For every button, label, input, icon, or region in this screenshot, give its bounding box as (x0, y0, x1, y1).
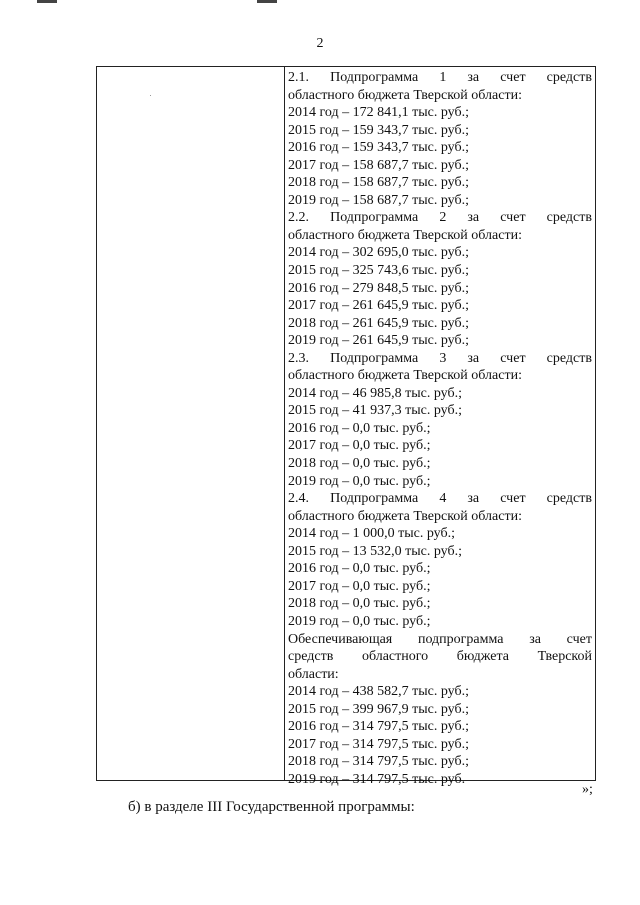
year-line: 2018 год – 0,0 тыс. руб.; (288, 596, 431, 612)
support-heading-line3: области: (288, 666, 339, 682)
year-line: 2018 год – 314 797,5 тыс. руб.; (288, 754, 469, 770)
year-line: 2014 год – 172 841,1 тыс. руб.; (288, 105, 469, 121)
year-line: 2017 год – 261 645,9 тыс. руб.; (288, 298, 469, 314)
year-line: 2016 год – 159 343,7 тыс. руб.; (288, 140, 469, 156)
year-line: 2018 год – 0,0 тыс. руб.; (288, 456, 431, 472)
top-edge-mark-left (37, 0, 57, 3)
table-left-cell (97, 67, 285, 780)
section-heading: 2.3. Подпрограмма 3 за счет средств (288, 350, 592, 366)
year-line: 2018 год – 261 645,9 тыс. руб.; (288, 315, 469, 331)
year-line: 2014 год – 46 985,8 тыс. руб.; (288, 385, 462, 401)
year-line: 2016 год – 0,0 тыс. руб.; (288, 420, 431, 436)
top-edge-mark-right (257, 0, 277, 3)
year-line: 2015 год – 399 967,9 тыс. руб.; (288, 701, 469, 717)
section-heading: 2.4. Подпрограмма 4 за счет средств (288, 491, 592, 507)
year-line: 2017 год – 314 797,5 тыс. руб.; (288, 736, 469, 752)
year-line: 2015 год – 13 532,0 тыс. руб.; (288, 543, 462, 559)
year-line: 2019 год – 261 645,9 тыс. руб.; (288, 333, 469, 349)
year-line: 2016 год – 314 797,5 тыс. руб.; (288, 719, 469, 735)
year-line: 2015 год – 159 343,7 тыс. руб.; (288, 122, 469, 138)
year-line: 2016 год – 279 848,5 тыс. руб.; (288, 280, 469, 296)
year-line: 2015 год – 325 743,6 тыс. руб.; (288, 263, 469, 279)
page-number: 2 (316, 36, 324, 51)
year-line: 2019 год – 0,0 тыс. руб.; (288, 613, 431, 629)
section-heading: 2.2. Подпрограмма 2 за счет средств (288, 210, 592, 226)
section-subheading: областного бюджета Тверской области: (288, 368, 522, 384)
year-line: 2014 год – 1 000,0 тыс. руб.; (288, 526, 455, 542)
support-heading-line1: Обеспечивающая подпрограмма за счет (288, 631, 592, 647)
section-reference-paragraph: б) в разделе III Государственной программы: (128, 799, 415, 815)
support-heading-line2: средств областного бюджета Тверской (288, 649, 592, 665)
year-line: 2017 год – 0,0 тыс. руб.; (288, 578, 431, 594)
year-line: 2017 год – 158 687,7 тыс. руб.; (288, 157, 469, 173)
section-subheading: областного бюджета Тверской области: (288, 227, 522, 243)
section-subheading: областного бюджета Тверской области: (288, 508, 522, 524)
section-subheading: областного бюджета Тверской области: (288, 87, 522, 103)
year-line: 2016 год – 0,0 тыс. руб.; (288, 561, 431, 577)
table-right-cell (288, 69, 592, 788)
year-line: 2019 год – 314 797,5 тыс. руб. (288, 771, 466, 787)
year-line: 2015 год – 41 937,3 тыс. руб.; (288, 403, 462, 419)
year-line: 2018 год – 158 687,7 тыс. руб.; (288, 175, 469, 191)
funding-table (96, 66, 596, 787)
closing-quote-mark: »; (582, 782, 593, 797)
scan-speck (150, 95, 151, 96)
year-line: 2017 год – 0,0 тыс. руб.; (288, 438, 431, 454)
section-heading: 2.1. Подпрограмма 1 за счет средств (288, 70, 592, 85)
year-line: 2019 год – 0,0 тыс. руб.; (288, 473, 431, 489)
year-line: 2014 год – 438 582,7 тыс. руб.; (288, 684, 469, 700)
year-line: 2014 год – 302 695,0 тыс. руб.; (288, 245, 469, 261)
year-line: 2019 год – 158 687,7 тыс. руб.; (288, 192, 469, 208)
